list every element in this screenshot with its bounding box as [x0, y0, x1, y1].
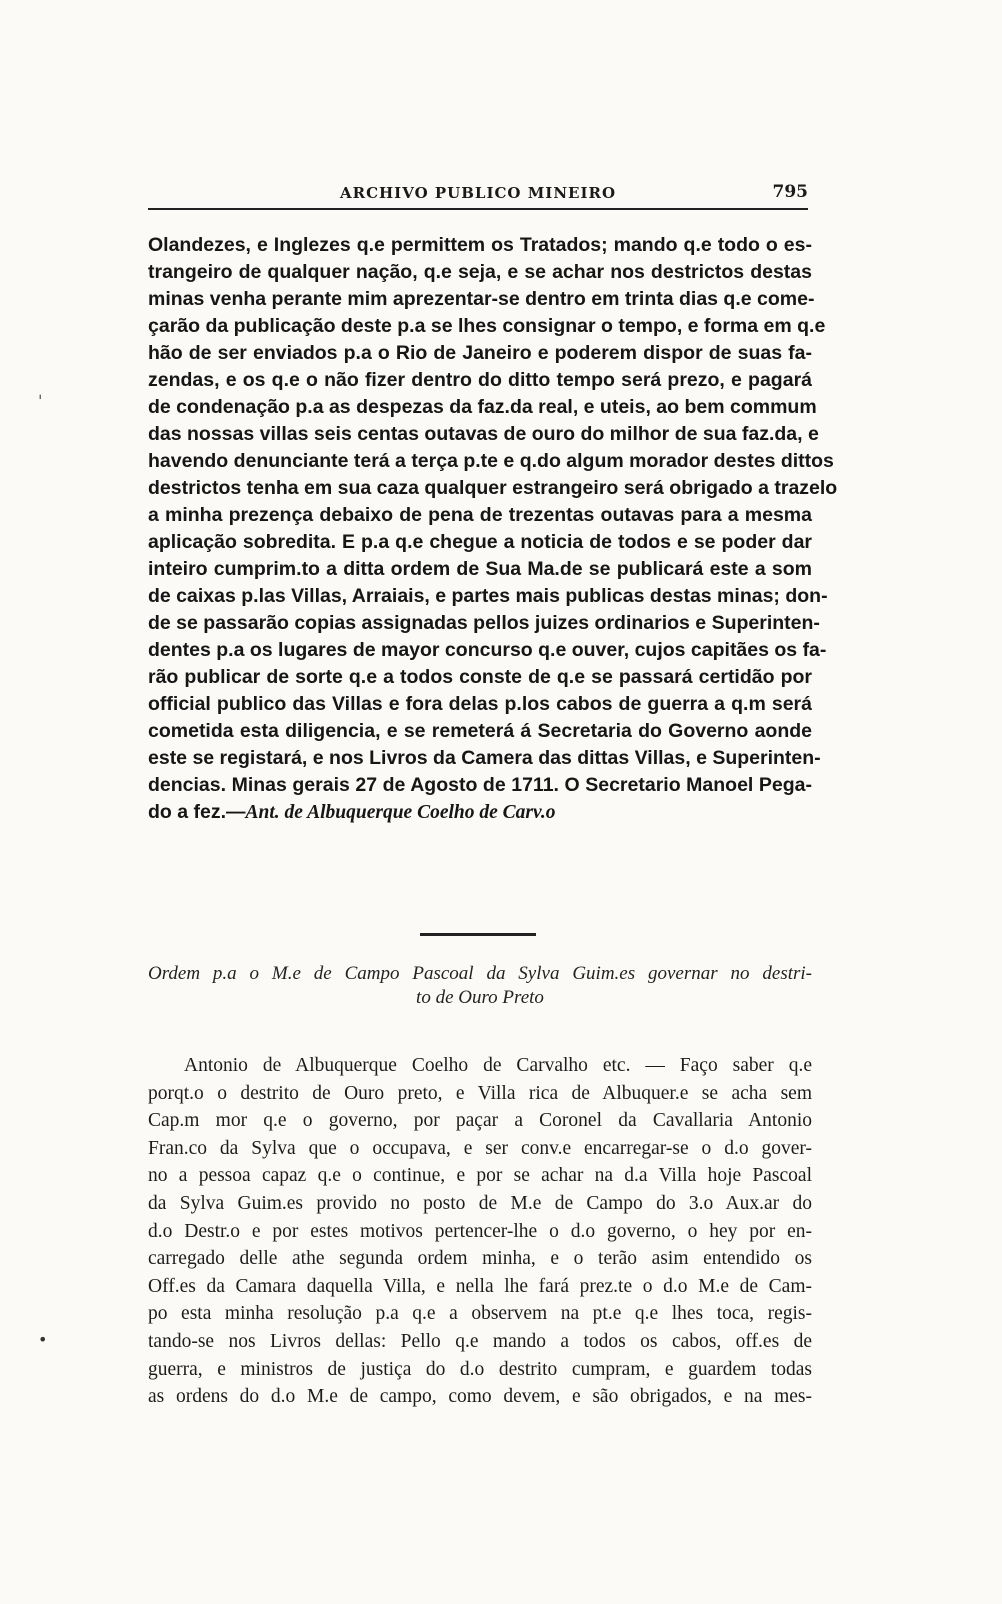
signature: Ant. de Albuquerque Coelho de Carv.o	[245, 802, 556, 823]
text-line: po esta minha resolução p.a q.e a observem na pt.e q.e lhes toca, regis-	[148, 1303, 812, 1325]
text-line: Olandezes, e Inglezes q.e permittem os Tratados; mando q.e todo o es-	[148, 234, 812, 256]
text-line: Antonio de Albuquerque Coelho de Carvalho etc. — Faço saber q.e	[184, 1055, 812, 1076]
text-line: çarão da publicação deste p.a se lhes consignar o tempo, e forma em q.e	[148, 315, 826, 337]
heading-line: to de Ouro Preto	[416, 987, 544, 1008]
text-line: Cap.m mor q.e o governo, por paçar a Coronel da Cavallaria Antonio	[148, 1110, 812, 1132]
text-line: a minha prezença debaixo de pena de trezentas outavas para a mesma	[148, 504, 812, 526]
page-number: 795	[772, 182, 808, 202]
text-line: carregado delle athe segunda ordem minha, e o terão asim entendido os	[148, 1248, 812, 1270]
text-line: guerra, e ministros de justiça do d.o destrito cumpram, e guardem todas	[148, 1358, 812, 1380]
order-text	[148, 1052, 812, 1411]
margin-speck: ˈ	[38, 392, 43, 411]
text-line: de condenação p.a as despezas da faz.da real, e uteis, ao bem commum	[148, 396, 817, 418]
text-line: minas venha perante mim aprezentar-se dentro em trinta dias q.e come-	[148, 288, 815, 310]
order-heading	[148, 962, 812, 1010]
text-line: as ordens do d.o M.e de campo, como devem, e são obrigados, e na mes-	[148, 1386, 812, 1408]
text-line: zendas, e os q.e o não fizer dentro do ditto tempo será prezo, e pagará	[148, 369, 812, 391]
page-header	[148, 178, 808, 210]
section-divider	[420, 933, 536, 936]
margin-speck: •	[38, 1330, 48, 1349]
text-line: d.o Destr.o e por estes motivos pertencer-lhe o d.o governo, o hey por en-	[148, 1220, 812, 1242]
text-line: official publico das Villas e fora delas p.los cabos de guerra a q.m será	[148, 693, 812, 715]
text-line: dencias. Minas gerais 27 de Agosto de 1711. O Secretario Manoel Pega-	[148, 774, 812, 796]
text-line: da Sylva Guim.es provido no posto de M.e de Campo do 3.o Aux.ar do	[148, 1192, 812, 1214]
text-line: rão publicar de sorte q.e a todos conste de q.e se passará certidão por	[148, 666, 812, 688]
text-line: aplicação sobredita. E p.a q.e chegue a noticia de todos e se poder dar	[148, 531, 812, 553]
text-line: de caixas p.las Villas, Arraiais, e partes mais publicas destas minas; don-	[148, 585, 828, 607]
text-line: tando-se nos Livros dellas: Pello q.e mando a todos os cabos, off.es de	[148, 1330, 812, 1352]
text-line: dentes p.a os lugares de mayor concurso q.e ouver, cujos capitães os fa-	[148, 639, 827, 661]
text-line: destrictos tenha em sua caza qualquer estrangeiro será obrigado a trazelo	[148, 477, 838, 499]
text-line: porqt.o o destrito de Ouro preto, e Villa rica de Albuquer.e se acha sem	[148, 1082, 812, 1104]
running-title: ARCHIVO PUBLICO MINEIRO	[339, 184, 617, 202]
text-line: inteiro cumprim.to a ditta ordem de Sua Ma.de se publicará este a som	[148, 558, 812, 580]
text-line: Fran.co da Sylva que o occupava, e ser conv.e encarregar-se o d.o gover-	[148, 1137, 812, 1159]
heading-line: Ordem p.a o M.e de Campo Pascoal da Sylva Guim.es governar no destri-	[148, 963, 812, 984]
text-line: no a pessoa capaz q.e o continue, e por se achar na d.a Villa hoje Pascoal	[148, 1165, 812, 1187]
closing-line	[148, 799, 812, 826]
text-line: trangeiro de qualquer nação, q.e seja, e se achar nos destrictos destas	[148, 261, 812, 283]
text-line: cometida esta diligencia, e se remeterá á Secretaria do Governo aonde	[148, 720, 812, 742]
text-line: Off.es da Camara daquella Villa, e nella lhe fará prez.te o d.o M.e de Cam-	[148, 1275, 812, 1297]
text-line: este se registará, e nos Livros da Camera das dittas Villas, e Superinten-	[148, 747, 821, 769]
closing-prefix: do a fez.—	[148, 801, 246, 823]
text-line: de se passarão copias assignadas pellos juizes ordinarios e Superinten-	[148, 612, 820, 634]
text-line: das nossas villas seis centas outavas de ouro do milhor de sua faz.da, e	[148, 423, 819, 445]
decree-text	[148, 232, 838, 826]
text-line: hão de ser enviados p.a o Rio de Janeiro e poderem dispor de suas fa-	[148, 342, 812, 364]
text-line: havendo denunciante terá a terça p.te e q.do algum morador destes dittos	[148, 450, 834, 472]
